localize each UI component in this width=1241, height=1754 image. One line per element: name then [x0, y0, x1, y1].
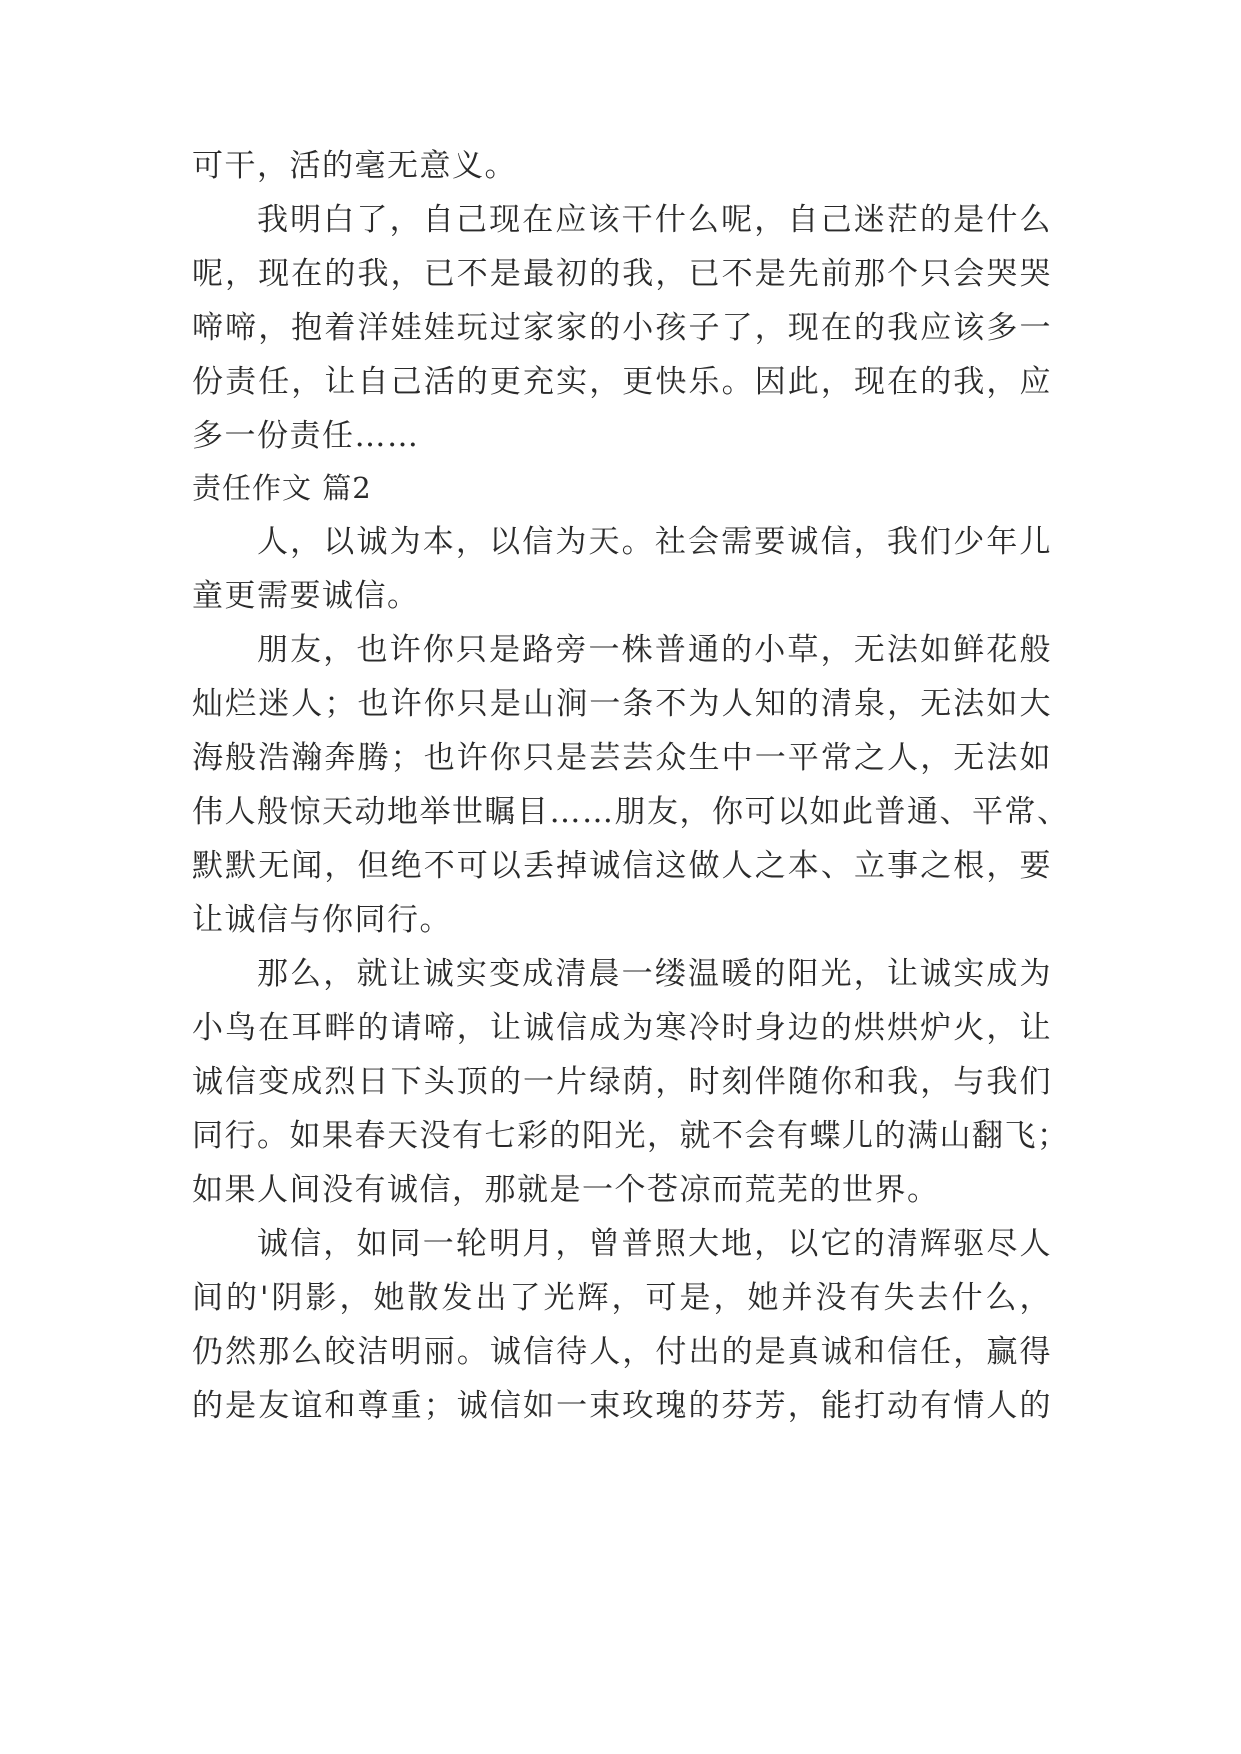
text-line: 海般浩瀚奔腾；也许你只是芸芸众生中一平常之人，无法如: [192, 740, 1052, 776]
paragraph-first-line: 那么，就让诚实变成清晨一缕温暖的阳光，让诚实成为: [257, 956, 1052, 992]
text-line: 让诚信与你同行。: [192, 902, 452, 938]
text-line: 啼啼，抱着洋娃娃玩过家家的小孩子了，现在的我应该多一: [192, 310, 1052, 346]
text-line: 伟人般惊天动地举世瞩目……朋友，你可以如此普通、平常、: [192, 794, 1070, 830]
text-line: 多一份责任……: [192, 418, 420, 454]
text-line: 小鸟在耳畔的请啼，让诚信成为寒冷时身边的烘烘炉火，让: [192, 1010, 1052, 1046]
text-line: 的是友谊和尊重；诚信如一束玫瑰的芬芳，能打动有情人的: [192, 1388, 1052, 1424]
text-line: 灿烂迷人；也许你只是山涧一条不为人知的清泉，无法如大: [192, 686, 1052, 722]
paragraph-first-line: 我明白了，自己现在应该干什么呢，自己迷茫的是什么: [257, 202, 1052, 238]
paragraph-first-line: 诚信，如同一轮明月，曾普照大地，以它的清辉驱尽人: [257, 1226, 1052, 1262]
section-heading: 责任作文 篇2: [192, 471, 372, 505]
text-line: 童更需要诚信。: [192, 578, 420, 614]
text-line: 间的'阴影，她散发出了光辉，可是，她并没有失去什么，: [192, 1280, 1052, 1316]
text-line: 如果人间没有诚信，那就是一个苍凉而荒芜的世界。: [192, 1172, 940, 1208]
paragraph-first-line: 人，以诚为本，以信为天。社会需要诚信，我们少年儿: [257, 524, 1052, 560]
paragraph-first-line: 朋友，也许你只是路旁一株普通的小草，无法如鲜花般: [257, 632, 1052, 668]
text-line: 同行。如果春天没有七彩的阳光，就不会有蝶儿的满山翻飞；: [192, 1118, 1070, 1154]
text-line: 份责任，让自己活的更充实，更快乐。因此，现在的我，应: [192, 364, 1052, 400]
text-line: 呢，现在的我，已不是最初的我，已不是先前那个只会哭哭: [192, 256, 1052, 292]
text-line: 仍然那么皎洁明丽。诚信待人，付出的是真诚和信任，赢得: [192, 1334, 1052, 1370]
text-line: 默默无闻，但绝不可以丢掉诚信这做人之本、立事之根，要: [192, 848, 1052, 884]
text-line: 诚信变成烈日下头顶的一片绿荫，时刻伴随你和我，与我们: [192, 1064, 1052, 1100]
text-line: 可干，活的毫无意义。: [192, 148, 517, 184]
